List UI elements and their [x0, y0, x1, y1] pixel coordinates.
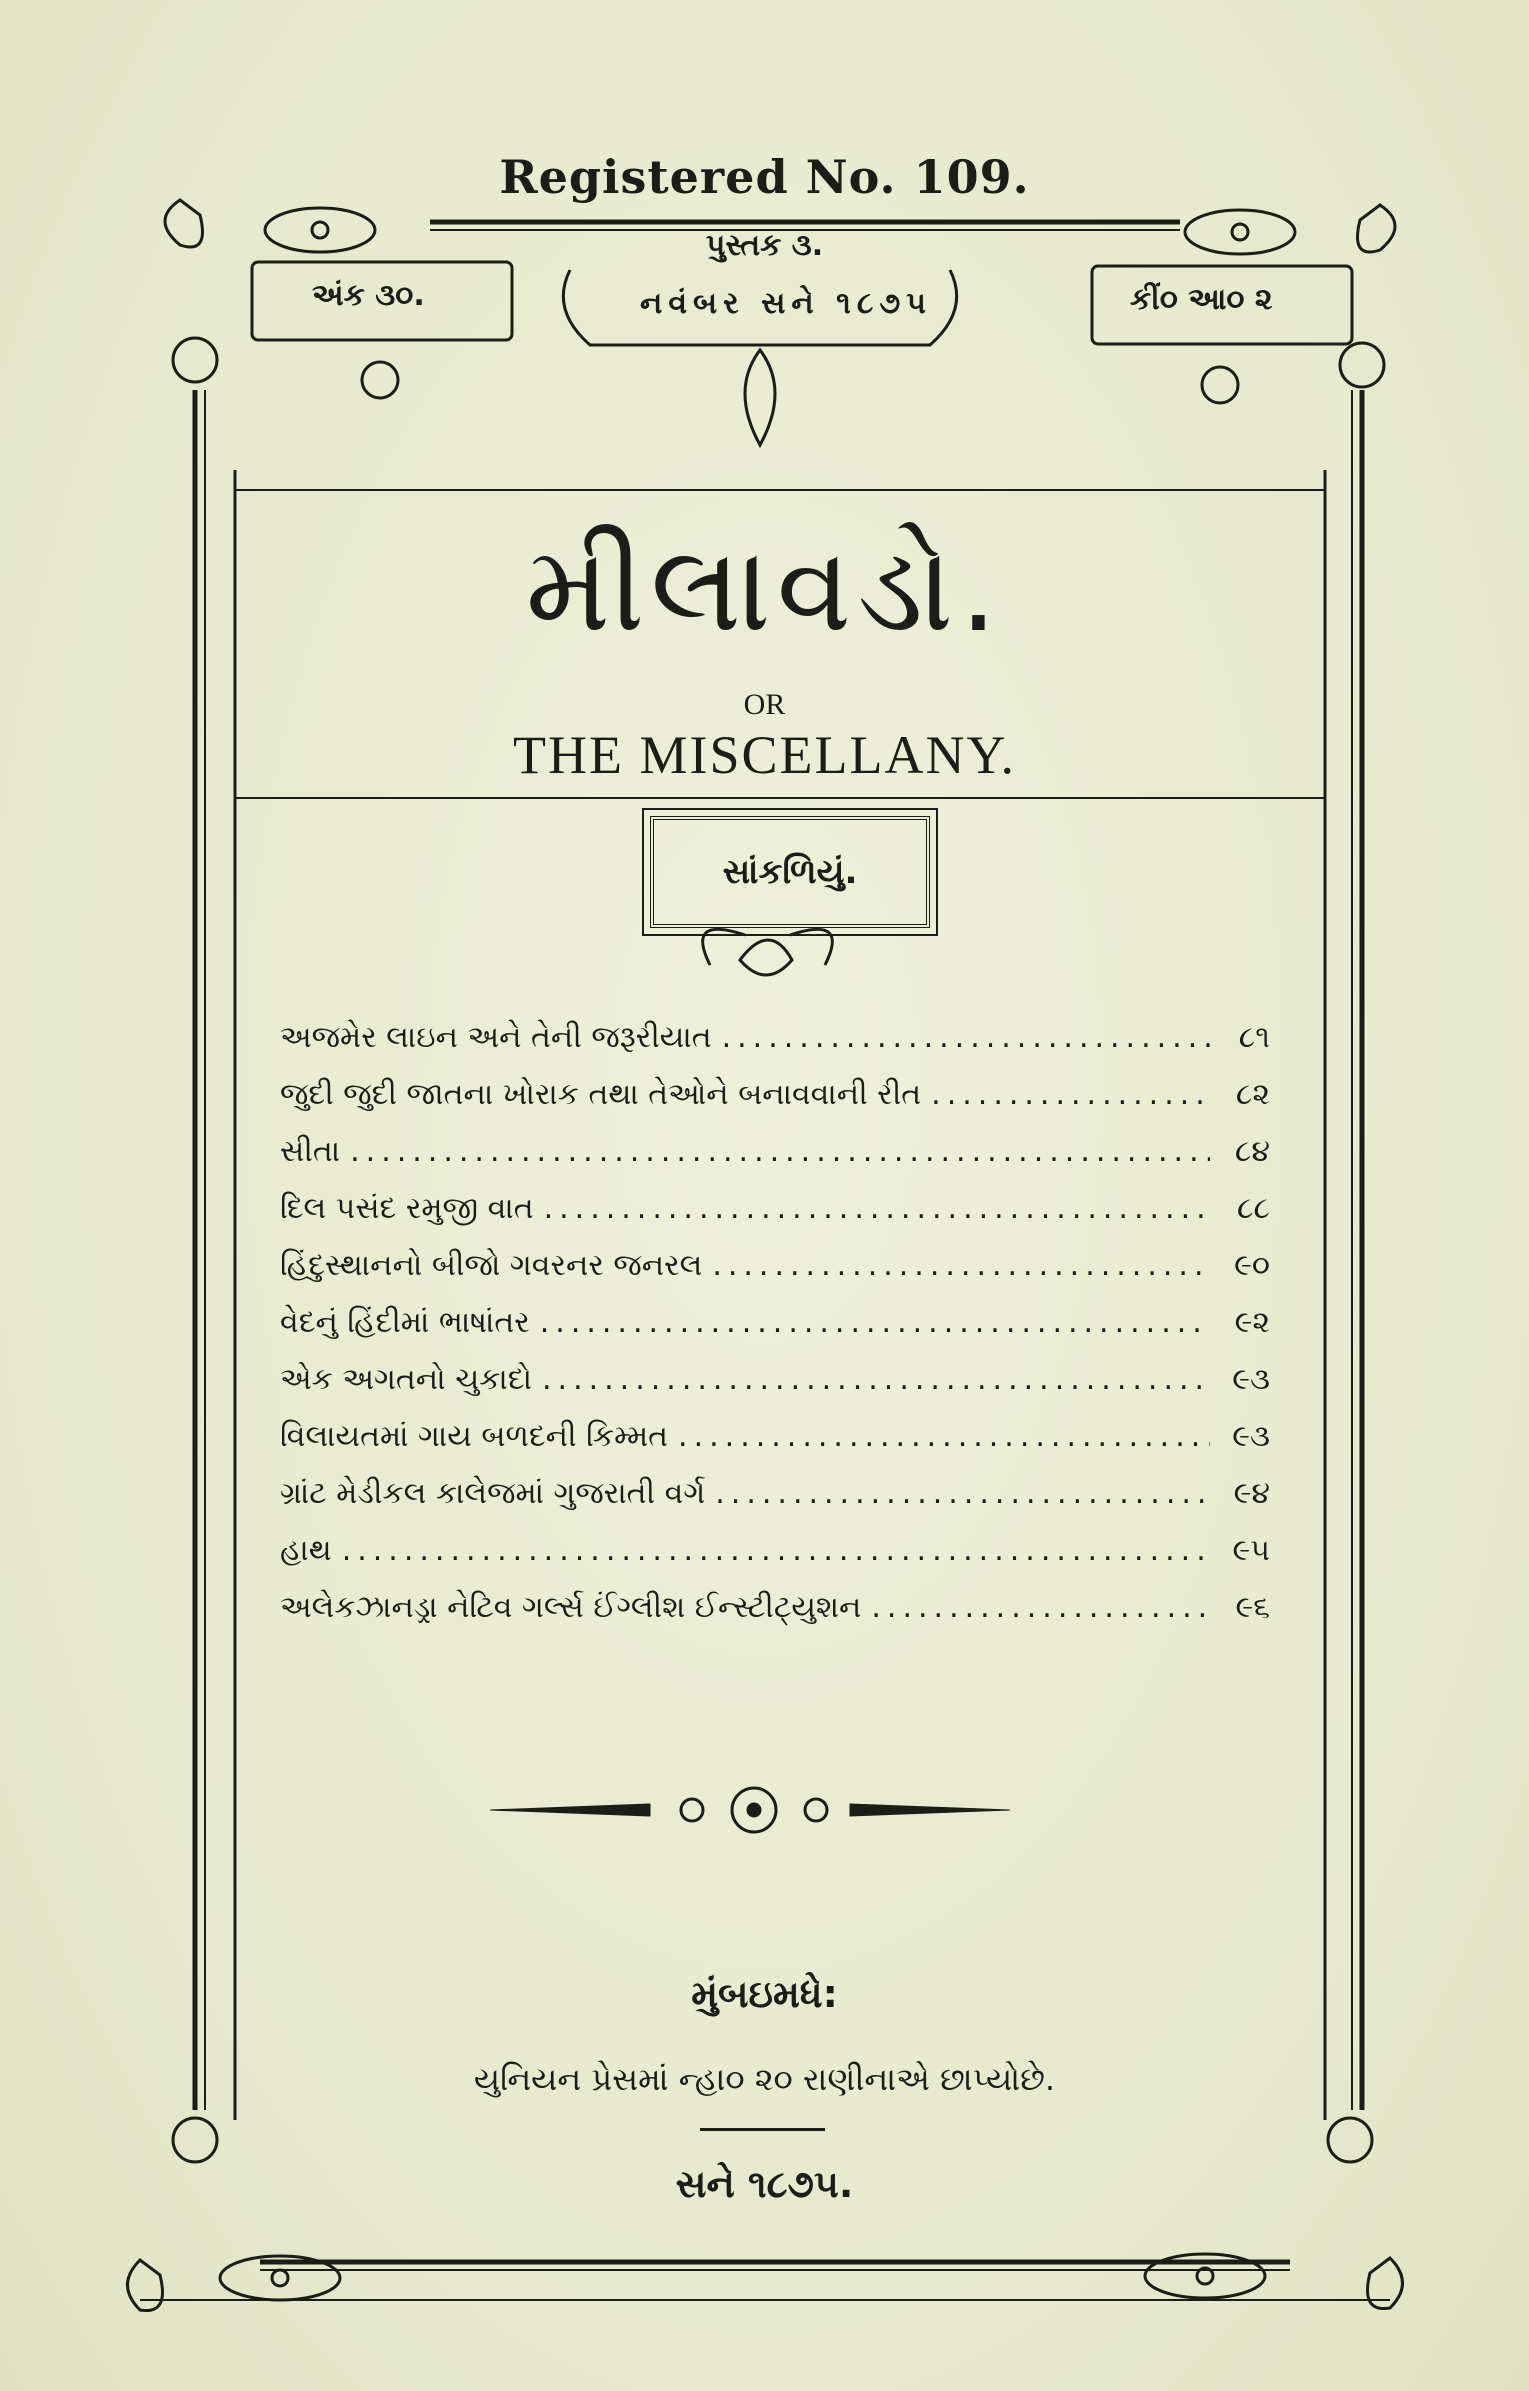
imprint-year: સને ૧૮૭૫. [675, 2162, 854, 2206]
registration-number: Registered No. 109. [499, 150, 1030, 204]
toc-entry [280, 1020, 1270, 1077]
toc-entry-page: ૯૩ [1232, 1419, 1270, 1454]
toc-entry-title: અજમેર લાઇન અને તેની જરૂરીયાત [280, 1020, 712, 1055]
toc-entry-page: ૯૩ [1232, 1362, 1270, 1397]
leader-dots [342, 1533, 1210, 1568]
toc-entry-page: ૮૨ [1235, 1077, 1270, 1112]
toc-entry [280, 1476, 1270, 1533]
toc-entry-page: ૮૮ [1237, 1191, 1270, 1226]
toc-entry [280, 1077, 1270, 1134]
leader-dots [722, 1020, 1210, 1055]
issue-date: નવંબર સને ૧૮૭૫ [640, 286, 932, 321]
imprint-printer: યુનિયન પ્રેસમાં ન્હા૦ ૨૦ રાણીનાએ છાપ્યોછે. [473, 2060, 1056, 2098]
toc-entry [280, 1191, 1270, 1248]
toc-entry-page: ૮૪ [1234, 1134, 1270, 1169]
toc-entry [280, 1305, 1270, 1362]
title-or: OR [743, 688, 786, 721]
leader-dots [715, 1476, 1210, 1511]
toc-entry [280, 1533, 1270, 1590]
toc-entry-title: સીતા [280, 1134, 341, 1169]
toc-entry-title: હાથ [280, 1533, 332, 1568]
toc-entry-title: ગ્રાંટ મેડીકલ કાલેજમાં ગુજરાતી વર્ગ [280, 1476, 706, 1511]
toc-entry-title: અલેકઝાનડ્રા નેટિવ ગર્લ્સ ઈંગ્લીશ ઈન્સ્ટીટ્યુશન [280, 1590, 862, 1625]
toc-entry [280, 1248, 1270, 1305]
gujarati-title: મીલાવડો. [525, 520, 1004, 659]
toc-entry-page: ૯૦ [1234, 1248, 1270, 1283]
toc-entry-title: હિંદુસ્થાનનો બીજો ગવરનર જનરલ [280, 1248, 703, 1283]
toc-entry [280, 1419, 1270, 1476]
table-of-contents [280, 1020, 1270, 1647]
toc-entry-title: વેદનું હિંદીમાં ભાષાંતર [280, 1305, 530, 1340]
leader-dots [678, 1419, 1210, 1454]
toc-entry [280, 1590, 1270, 1647]
leader-dots [931, 1077, 1210, 1112]
toc-entry-page: ૯૨ [1234, 1305, 1270, 1340]
issue-price: કીં૦ આ૦ ૨ [1130, 282, 1273, 317]
contents-heading: સાંકળિયું. [722, 852, 858, 892]
leader-dots [542, 1362, 1210, 1397]
leader-dots [871, 1590, 1210, 1625]
leader-dots [350, 1134, 1210, 1169]
contents-heading-box [650, 816, 930, 928]
leader-dots [712, 1248, 1210, 1283]
toc-entry-page: ૯૫ [1232, 1533, 1270, 1568]
toc-entry-title: વિલાયતમાં ગાય બળદની કિમ્મત [280, 1419, 669, 1454]
toc-entry-page: ૯૬ [1235, 1590, 1270, 1625]
volume-number: પુસ્તક ૩. [705, 228, 824, 263]
toc-entry [280, 1134, 1270, 1191]
issue-number: અંક ૩૦. [312, 278, 425, 313]
english-title: THE MISCELLANY. [512, 725, 1016, 785]
leader-dots [544, 1191, 1210, 1226]
leader-dots [540, 1305, 1210, 1340]
toc-entry-title: એક અગતનો ચુકાદો [280, 1362, 532, 1397]
toc-entry-title: જુદી જુદી જાતના ખોરાક તથા તેઓને બનાવવાની રીત [280, 1077, 922, 1112]
toc-entry-page: ૮૧ [1238, 1020, 1270, 1055]
toc-entry [280, 1362, 1270, 1419]
toc-entry-title: દિલ પસંદ રમુજી વાત [280, 1191, 534, 1226]
divider-rule [700, 2128, 825, 2131]
imprint-place: મુંબઇમધે: [691, 1972, 838, 2016]
toc-entry-page: ૯૪ [1233, 1476, 1270, 1511]
